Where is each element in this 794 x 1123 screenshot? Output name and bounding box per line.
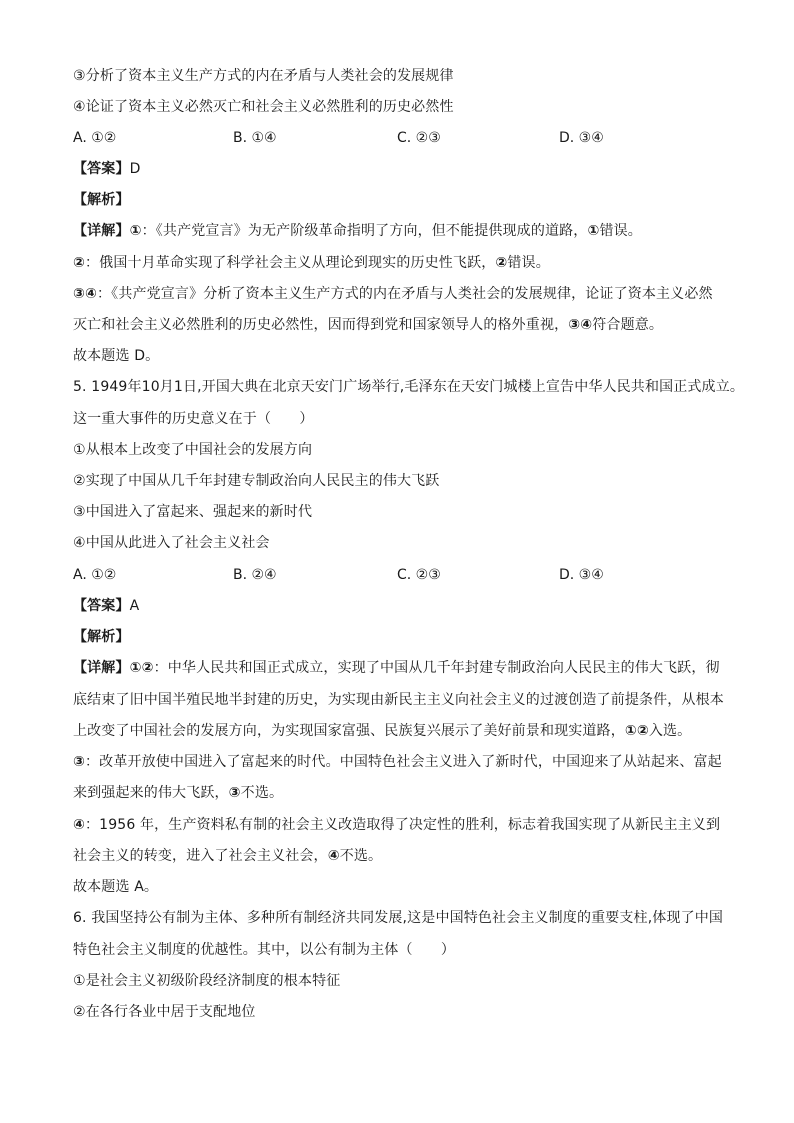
q5-item-3: ③中国进入了富起来、强起来的新时代 bbox=[73, 504, 313, 520]
q4-options bbox=[73, 128, 713, 148]
q5-stem-2: 这一重大事件的历史意义在于（ ） bbox=[73, 411, 314, 427]
q4-option-b: B. ①④ bbox=[233, 130, 277, 146]
q5-answer-line bbox=[73, 596, 139, 616]
q5-item-2: ②实现了中国从几千年封建专制政治向人民民主的伟大飞跃 bbox=[73, 473, 440, 489]
detail-text: ：《共产党宣言》为无产阶级革命指明了方向，但不能提供现成的道路， bbox=[141, 223, 588, 239]
option-mark: ① bbox=[587, 223, 600, 239]
detail-verdict: 不选。 bbox=[240, 785, 284, 801]
option-mark: ④ bbox=[73, 817, 86, 833]
option-mark: ③④ bbox=[73, 286, 98, 302]
q4-answer-line bbox=[73, 159, 141, 179]
q5-analysis-tag bbox=[73, 627, 130, 647]
q6-stem-2: 特色社会主义制度的优越性。其中，以公有制为主体（ ） bbox=[73, 942, 456, 958]
detail-verdict: 错误。 bbox=[507, 255, 550, 271]
detail-text: 上改变了中国社会的发展方向，为实现国家富强、民族复兴展示了美好前景和现实道路， bbox=[73, 723, 625, 739]
detail-text: ：俄国十月革命实现了科学社会主义从理论到现实的历史性飞跃， bbox=[85, 255, 496, 271]
q6-item-2: ②在各行各业中居于支配地位 bbox=[73, 1004, 256, 1020]
detail-text: ：中华人民共和国正式成立，实现了中国从几千年封建专制政治向人民民主的伟大飞跃，彻 bbox=[153, 660, 720, 676]
detail-verdict: 符合题意。 bbox=[592, 317, 664, 333]
detail-tag: 【详解】 bbox=[73, 660, 130, 676]
analysis-tag: 【解析】 bbox=[73, 629, 130, 645]
option-mark: ① bbox=[129, 223, 142, 239]
q5-detail-3-line-2 bbox=[73, 846, 382, 866]
q5-conclusion: 故本题选 A。 bbox=[73, 879, 159, 895]
option-mark: ③④ bbox=[568, 317, 593, 333]
q6-stem-1: 6. 我国坚持公有制为主体、多种所有制经济共同发展,这是中国特色社会主义制度的重要支柱,体现了中国 bbox=[73, 910, 724, 926]
answer-tag: 【答案】 bbox=[73, 161, 130, 177]
analysis-tag: 【解析】 bbox=[73, 192, 130, 208]
q4-analysis-tag bbox=[73, 190, 130, 210]
q6-item-1: ①是社会主义初级阶段经济制度的根本特征 bbox=[73, 973, 341, 989]
option-mark: ② bbox=[495, 255, 508, 271]
q5-option-c: C. ②③ bbox=[397, 567, 441, 583]
q5-item-4: ④中国从此进入了社会主义社会 bbox=[73, 535, 270, 551]
option-mark: ①② bbox=[129, 660, 154, 676]
q5-option-a: A. ①② bbox=[73, 567, 117, 583]
option-mark: ④ bbox=[327, 848, 340, 864]
detail-text: ：1956 年，生产资料私有制的社会主义改造取得了决定性的胜利，标志着我国实现了从新民主主义到 bbox=[85, 817, 721, 833]
q4-item-4: ④论证了资本主义必然灭亡和社会主义必然胜利的历史必然性 bbox=[73, 99, 454, 115]
q5-detail-3 bbox=[73, 815, 720, 835]
q4-detail-3 bbox=[73, 284, 713, 304]
q5-detail-2-line-2 bbox=[73, 783, 283, 803]
option-mark: ①② bbox=[624, 723, 649, 739]
detail-text: 社会主义的转变，进入了社会主义社会， bbox=[73, 848, 328, 864]
q4-option-a: A. ①② bbox=[73, 130, 117, 146]
detail-verdict: 错误。 bbox=[599, 223, 642, 239]
q5-detail-2 bbox=[73, 752, 722, 772]
q4-item-3: ③分析了资本主义生产方式的内在矛盾与人类社会的发展规律 bbox=[73, 68, 454, 84]
detail-tag: 【详解】 bbox=[73, 223, 130, 239]
detail-verdict: 不选。 bbox=[339, 848, 383, 864]
option-mark: ③ bbox=[73, 754, 86, 770]
q5-detail-1-line-3 bbox=[73, 721, 691, 741]
q4-conclusion: 故本题选 D。 bbox=[73, 348, 160, 364]
detail-text: 灭亡和社会主义必然胜利的历史必然性，因而得到党和国家领导人的格外重视， bbox=[73, 317, 569, 333]
q4-option-c: C. ②③ bbox=[397, 130, 441, 146]
q5-stem-1: 5. 1949年10月1日,开国大典在北京天安门广场举行,毛泽东在天安门城楼上宣告中华人民共和国正式成立。 bbox=[73, 379, 745, 395]
option-mark: ③ bbox=[228, 785, 241, 801]
detail-text: ：《共产党宣言》分析了资本主义生产方式的内在矛盾与人类社会的发展规律，论证了资本主义必然 bbox=[97, 286, 713, 302]
q5-options bbox=[73, 565, 713, 585]
q5-detail-1 bbox=[73, 658, 720, 678]
detail-text: 来到强起来的伟大飞跃， bbox=[73, 785, 229, 801]
q4-option-d: D. ③④ bbox=[559, 130, 604, 146]
q4-detail-2 bbox=[73, 253, 550, 273]
option-mark: ② bbox=[73, 255, 86, 271]
q5-option-d: D. ③④ bbox=[559, 567, 604, 583]
q4-detail-1 bbox=[73, 221, 642, 241]
answer-value: A bbox=[129, 598, 140, 614]
q5-item-1: ①从根本上改变了中国社会的发展方向 bbox=[73, 442, 313, 458]
detail-text: ：改革开放使中国进入了富起来的时代。中国特色社会主义进入了新时代，中国迎来了从站起来、富起 bbox=[85, 754, 722, 770]
q5-detail-1-line-2: 底结束了旧中国半殖民地半封建的历史，为实现由新民主主义向社会主义的过渡创造了前提条件，从根本 bbox=[73, 692, 724, 708]
q5-option-b: B. ②④ bbox=[233, 567, 277, 583]
answer-tag: 【答案】 bbox=[73, 598, 130, 614]
answer-value: D bbox=[129, 161, 141, 177]
detail-verdict: 入选。 bbox=[648, 723, 692, 739]
q4-detail-3-cont bbox=[73, 315, 663, 335]
